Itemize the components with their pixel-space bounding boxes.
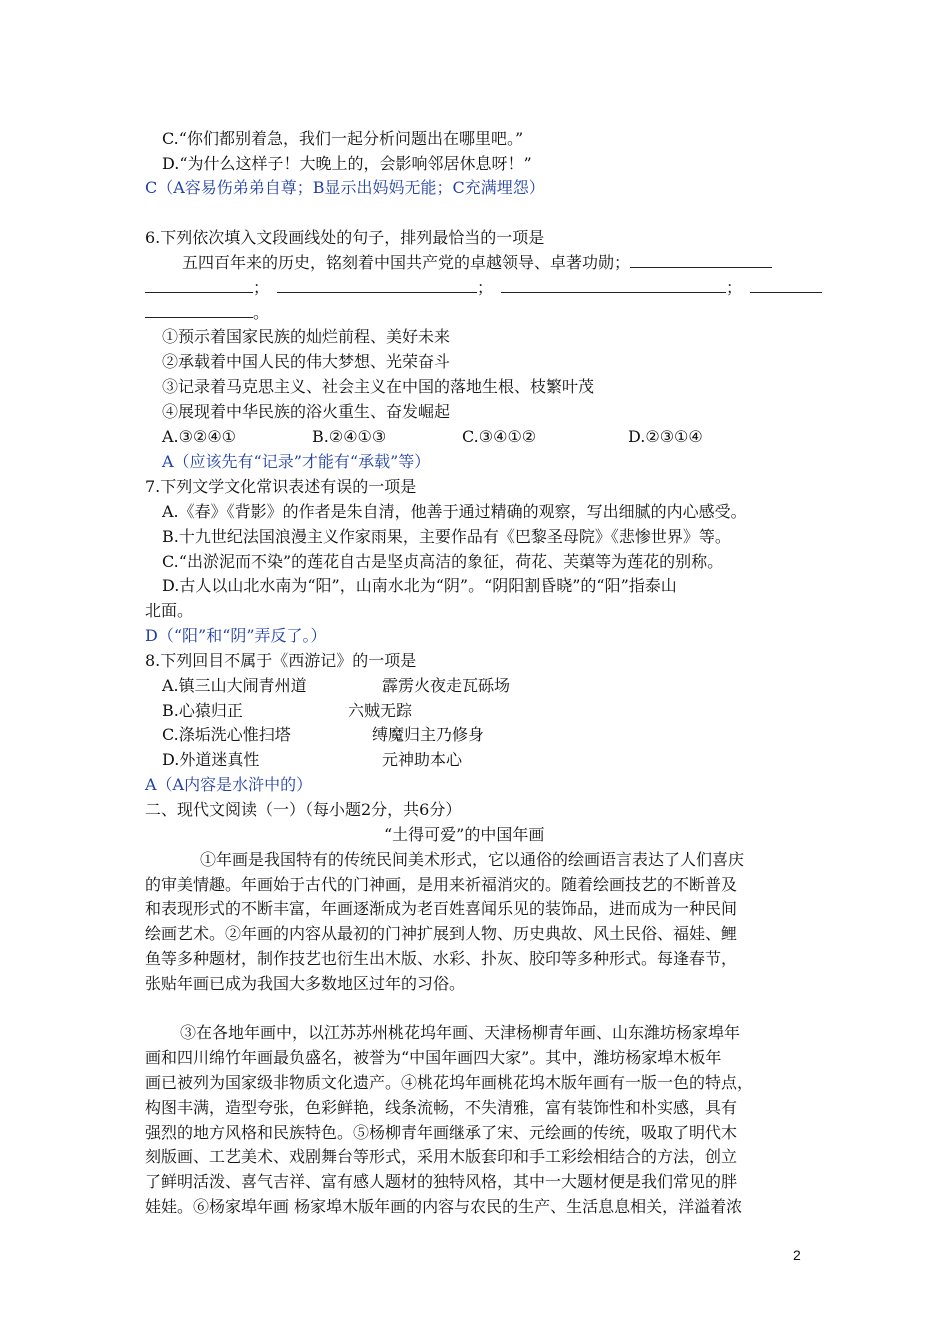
q6-choice-d: D.②③①④ xyxy=(628,427,703,446)
section2-heading: 二、现代文阅读（一）（每小题2分，共6分） xyxy=(145,800,462,819)
para1-line2: 的审美情趣。年画始于古代的门神画，是用来祈福消灾的。随着绘画技艺的不断普及 xyxy=(145,875,738,894)
end-mark: 。 xyxy=(253,303,270,322)
para1-line3: 和表现形式的不断丰富，年画逐渐成为老百姓喜闻乐见的装饰品，进而成为一种民间 xyxy=(145,899,738,918)
q7-option-d-line2: 北面。 xyxy=(145,601,194,620)
article-title: “土得可爱”的中国年画 xyxy=(384,825,545,844)
q6-choice-a: A.③②④① xyxy=(162,427,237,446)
para1-line4: 绘画艺术。②年画的内容从最初的门神扩展到人物、历史典故、风土民俗、福娃、鲤 xyxy=(145,924,738,943)
para1-line6: 张贴年画已成为我国大多数地区过年的习俗。 xyxy=(145,974,466,993)
separator: ； xyxy=(477,278,494,297)
q8-option-d-second: 元神助本心 xyxy=(382,750,463,769)
para1-line1: ①年画是我国特有的传统民间美术形式，它以通俗的绘画语言表达了人们喜庆 xyxy=(200,850,745,869)
q8-option-c-first: C.涤垢洗心惟扫塔 xyxy=(162,725,291,744)
q7-option-a: A.《春》《背影》的作者是朱自清，他善于通过精确的观察，写出细腻的内心感受。 xyxy=(162,502,747,521)
q8-stem: 8.下列回目不属于《西游记》的一项是 xyxy=(145,651,417,670)
q6-passage-line1 xyxy=(182,252,772,274)
q6-item-3: ③记录着马克思主义、社会主义在中国的落地生根、枝繁叶茂 xyxy=(162,377,595,396)
q7-option-d-line1: D.古人以山北水南为“阳”，山南水北为“阴”。“阴阳割昏晓”的“阳”指泰山 xyxy=(162,576,677,595)
blank-1a xyxy=(630,253,772,268)
q5-option-d: D.“为什么这样子！大晚上的，会影响邻居休息呀！” xyxy=(162,154,532,173)
q6-choice-c: C.③④①② xyxy=(462,427,537,446)
q6-passage-line3 xyxy=(145,302,269,324)
blank-4b xyxy=(145,303,253,318)
blank-4a xyxy=(750,278,822,293)
page-number: 2 xyxy=(793,1247,801,1263)
q5-option-c: C.“你们都别着急，我们一起分析问题出在哪里吧。” xyxy=(162,129,524,148)
para2-line3: 画已被列为国家级非物质文化遗产。④桃花坞年画桃花坞木版年画有一版一色的特点， xyxy=(145,1073,754,1092)
q6-answer: A（应该先有“记录”才能有“承载”等） xyxy=(162,452,431,471)
q6-passage-line2 xyxy=(145,277,822,299)
q8-option-b-first: B.心猿归正 xyxy=(162,701,243,720)
para2-line6: 刻版画、工艺美术、戏剧舞台等形式，采用木版套印和手工彩绘相结合的方法，创立 xyxy=(145,1147,738,1166)
q7-stem: 7.下列文学文化常识表述有误的一项是 xyxy=(145,477,417,496)
q6-item-2: ②承载着中国人民的伟大梦想、光荣奋斗 xyxy=(162,352,451,371)
q8-option-a-first: A.镇三山大闹青州道 xyxy=(162,676,307,695)
para2-line2: 画和四川绵竹年画最负盛名，被誉为“中国年画四大家”。其中，潍坊杨家埠木板年 xyxy=(145,1048,722,1067)
blank-1b xyxy=(145,278,253,293)
q7-option-b: B.十九世纪法国浪漫主义作家雨果，主要作品有《巴黎圣母院》《悲惨世界》等。 xyxy=(162,527,731,546)
q7-option-c: C.“出淤泥而不染”的莲花自古是坚贞高洁的象征，荷花、芙蕖等为莲花的别称。 xyxy=(162,552,724,571)
q6-stem: 6.下列依次填入文段画线处的句子，排列最恰当的一项是 xyxy=(145,228,545,247)
para2-line5: 强烈的地方风格和民族特色。⑤杨柳青年画继承了宋、元绘画的传统，吸取了明代木 xyxy=(145,1123,738,1142)
q5-answer: C（A容易伤弟弟自尊；B显示出妈妈无能；C充满埋怨） xyxy=(145,178,545,197)
q6-passage-start: 五四百年来的历史，铭刻着中国共产党的卓越领导、卓著功勋； xyxy=(182,253,631,272)
para2-line8: 娃娃。⑥杨家埠年画 杨家埠木版年画的内容与农民的生产、生活息息相关，洋溢着浓 xyxy=(145,1197,743,1216)
separator: ； xyxy=(253,278,270,297)
blank-2 xyxy=(277,278,477,293)
q6-item-1: ①预示着国家民族的灿烂前程、美好未来 xyxy=(162,327,451,346)
para2-line7: 了鲜明活泼、喜气吉祥、富有感人题材的独特风格，其中一大题材便是我们常见的胖 xyxy=(145,1172,738,1191)
para2-line1: ③在各地年画中，以江苏苏州桃花坞年画、天津杨柳青年画、山东潍坊杨家埠年 xyxy=(180,1023,741,1042)
para1-line5: 鱼等多种题材，制作技艺也衍生出木版、水彩、扑灰、胶印等多种形式。每逢春节， xyxy=(145,949,738,968)
blank-3 xyxy=(501,278,726,293)
q6-item-4: ④展现着中华民族的浴火重生、奋发崛起 xyxy=(162,402,451,421)
q8-option-d-first: D.外道迷真性 xyxy=(162,750,260,769)
q8-option-c-second: 缚魔归主乃修身 xyxy=(372,725,485,744)
q8-answer: A（A内容是水浒中的） xyxy=(145,775,313,794)
separator: ； xyxy=(726,278,743,297)
q6-choice-b: B.②④①③ xyxy=(312,427,387,446)
q8-option-a-second: 霹雳火夜走瓦砾场 xyxy=(382,676,511,695)
para2-line4: 构图丰满，造型夸张，色彩鲜艳，线条流畅，不失清雅，富有装饰性和朴实感，具有 xyxy=(145,1098,738,1117)
q8-option-b-second: 六贼无踪 xyxy=(348,701,413,720)
q7-answer: D（“阳”和“阴”弄反了。） xyxy=(145,626,327,645)
